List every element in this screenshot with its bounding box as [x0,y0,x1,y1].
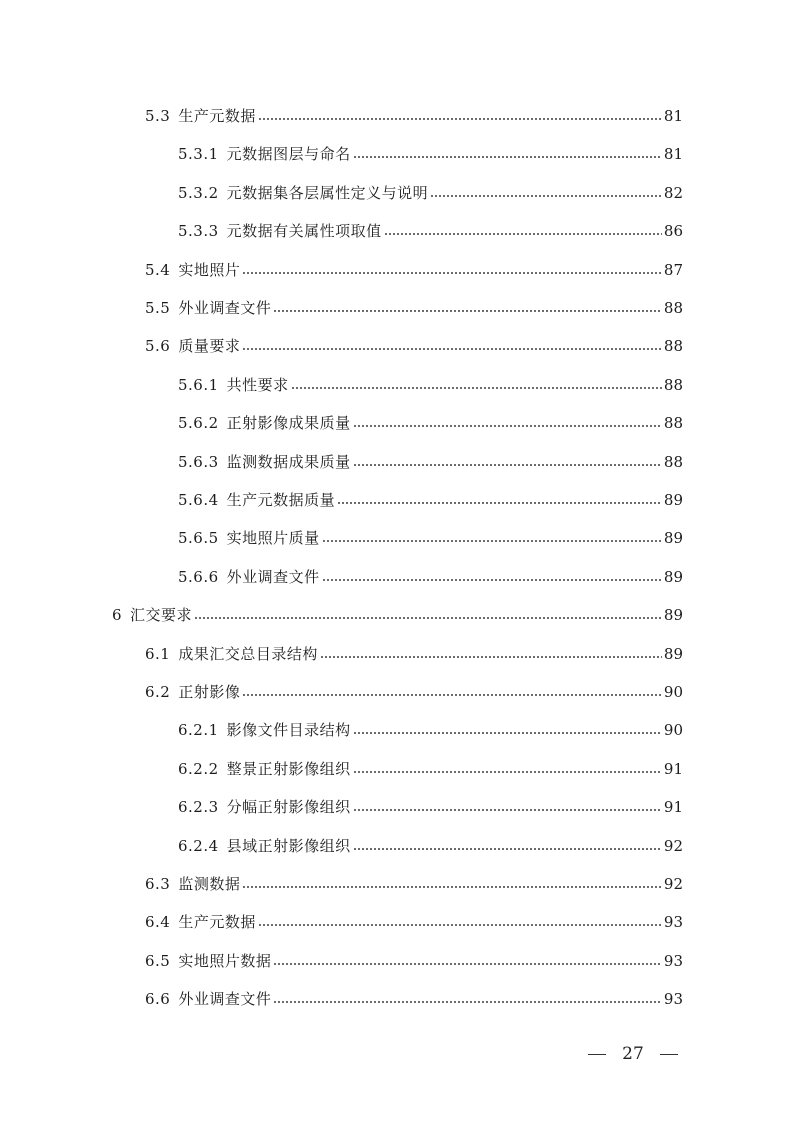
toc-section-number: 5.3.3 [178,222,219,241]
toc-entry[interactable] [145,638,683,664]
toc-section-title: 外业调查文件 [226,567,320,586]
toc-entry[interactable] [178,407,683,433]
toc-entry[interactable] [178,561,683,587]
toc-section-title: 实地照片质量 [226,529,320,548]
toc-section-title: 正射影像 [178,683,241,701]
toc-section-title: 生产元数据 [178,913,256,932]
toc-dot-leader [353,463,662,467]
toc-section-title: 成果汇交总目录结构 [178,644,318,663]
toc-page-number: 88 [663,337,683,356]
toc-page-number: 82 [663,183,683,202]
toc-entry[interactable] [178,177,683,203]
toc-page-number: 93 [663,913,683,932]
toc-page-number: 92 [663,836,683,855]
toc-section-title: 元数据集各层属性定义与说明 [226,183,429,202]
toc-section-title: 实地照片 [178,260,241,279]
page-footer [588,1044,678,1064]
toc-section-title: 外业调查文件 [178,299,272,317]
toc-entry[interactable] [178,830,683,856]
toc-entry[interactable] [145,945,683,971]
page-number: 27 [622,1044,644,1064]
toc-entry[interactable] [145,100,683,126]
toc-section-number: 5.6.1 [178,375,219,394]
toc-section-number: 5.6.4 [178,491,219,509]
toc-entry[interactable] [178,753,683,779]
footer-dash-left [588,1054,606,1055]
toc-dot-leader [353,731,662,735]
toc-page-number: 90 [663,683,683,701]
toc-entry[interactable] [178,791,683,817]
toc-section-title: 外业调查文件 [178,990,272,1009]
toc-page-number: 89 [663,567,683,586]
toc-dot-leader [242,347,662,351]
toc-dot-leader [430,194,662,198]
toc-entry[interactable] [145,330,683,356]
toc-entry[interactable] [178,522,683,548]
toc-dot-leader [258,923,662,927]
toc-page-number: 88 [663,452,683,471]
toc-dot-leader [273,962,662,966]
toc-section-title: 监测数据成果质量 [226,452,351,471]
toc-page-number: 88 [663,375,683,394]
toc-section-title: 共性要求 [226,375,289,394]
toc-dot-leader [320,655,662,659]
footer-dash-right [660,1054,678,1055]
toc-section-title: 影像文件目录结构 [226,721,351,740]
toc-dot-leader [273,1000,662,1004]
toc-dot-leader [291,386,662,390]
toc-section-number: 6 [112,606,123,625]
toc-dot-leader [322,539,662,543]
toc-dot-leader [384,232,662,236]
toc-section-number: 5.3 [145,107,171,125]
toc-page-number: 89 [663,644,683,663]
toc-section-title: 监测数据 [178,875,241,893]
toc-section-number: 5.6.6 [178,567,219,586]
toc-entry[interactable] [178,714,683,740]
toc-dot-leader [337,501,662,505]
toc-dot-leader [242,693,662,697]
toc-section-number: 6.2.1 [178,721,219,740]
toc-section-number: 6.2.4 [178,836,219,855]
toc-entry[interactable] [145,292,683,318]
toc-entry[interactable] [178,215,683,241]
toc-page-number: 86 [663,222,683,241]
toc-section-title: 生产元数据 [178,107,256,125]
toc-entry[interactable] [178,138,683,164]
toc-section-number: 6.2 [145,683,171,701]
toc-dot-leader [273,309,662,313]
toc-dot-leader [353,155,662,159]
toc-entry[interactable] [145,906,683,932]
toc-section-number: 5.6.2 [178,414,219,433]
toc-section-title: 质量要求 [178,337,241,356]
toc-section-title: 分幅正射影像组织 [226,798,351,817]
toc-dot-leader [353,847,662,851]
toc-page-number: 91 [663,759,683,778]
toc-section-number: 5.6.3 [178,452,219,471]
toc-dot-leader [258,117,662,121]
toc-page-number: 88 [663,299,683,317]
toc-section-number: 5.5 [145,299,171,317]
toc-page-number: 81 [663,145,683,164]
toc-section-number: 6.3 [145,875,171,893]
toc-page-number: 89 [663,606,683,625]
toc-page-number: 93 [663,990,683,1009]
toc-entry[interactable] [145,676,683,702]
toc-page-number: 90 [663,721,683,740]
toc-dot-leader [322,578,662,582]
toc-section-number: 6.6 [145,990,171,1009]
toc-entry[interactable] [112,599,683,625]
toc-section-number: 6.1 [145,644,171,663]
toc-page-number: 91 [663,798,683,817]
toc-page-number: 93 [663,951,683,970]
toc-section-title: 元数据图层与命名 [226,145,351,164]
toc-dot-leader [242,885,662,889]
toc-section-title: 元数据有关属性项取值 [226,222,382,241]
toc-section-number: 6.5 [145,951,171,970]
toc-section-number: 5.6 [145,337,171,356]
toc-section-number: 5.4 [145,260,171,279]
toc-page-number: 87 [663,260,683,279]
toc-entry[interactable] [178,369,683,395]
toc-dot-leader [353,808,662,812]
toc-section-title: 实地照片数据 [178,951,272,970]
toc-section-title: 整景正射影像组织 [226,759,351,778]
toc-dot-leader [194,616,662,620]
toc-section-number: 6.4 [145,913,171,932]
toc-dot-leader [353,424,662,428]
toc-section-number: 6.2.3 [178,798,219,817]
toc-page-number: 81 [663,107,683,125]
toc-dot-leader [242,271,662,275]
toc-section-title: 生产元数据质量 [226,491,336,509]
toc-entry[interactable] [145,983,683,1009]
toc-entry[interactable] [145,254,683,280]
toc-section-title: 汇交要求 [130,606,193,625]
toc-section-title: 县域正射影像组织 [226,836,351,855]
toc-entry[interactable] [178,446,683,472]
toc-section-number: 5.6.5 [178,529,219,548]
toc-dot-leader [353,770,662,774]
toc-page-number: 89 [663,491,683,509]
toc-page-number: 88 [663,414,683,433]
toc-page-number: 89 [663,529,683,548]
toc-section-number: 5.3.1 [178,145,219,164]
toc-section-number: 6.2.2 [178,759,219,778]
toc-section-title: 正射影像成果质量 [226,414,351,433]
toc-page-number: 92 [663,875,683,893]
toc-entry[interactable] [145,868,683,894]
toc-section-number: 5.3.2 [178,183,219,202]
toc-entry[interactable] [178,484,683,510]
